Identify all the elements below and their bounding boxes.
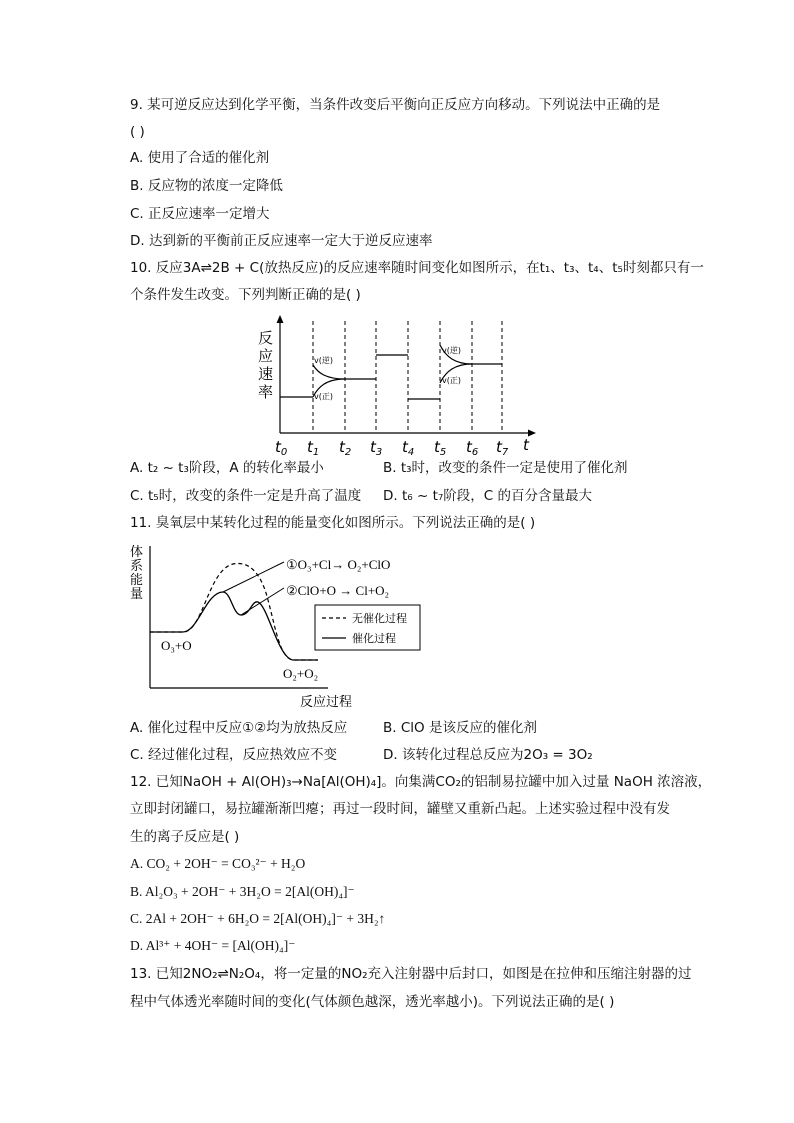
q9-option-c: C. 正反应速率一定增大 — [130, 206, 270, 222]
q10-ylabel-2: 应 — [258, 347, 274, 365]
q10-label-forward-1: v(正) — [314, 392, 333, 401]
q12-stem-line1: 12. 已知NaOH + Al(OH)₃→Na[Al(OH)₄]。向集满CO₂的铝制易拉罐中加入过量 NaOH 浓溶液， — [130, 774, 712, 790]
q9-option-d: D. 达到新的平衡前正反应速率一定大于逆反应速率 — [130, 233, 433, 249]
q10-stem-line2: 个条件发生改变。下列判断正确的是( ) — [130, 287, 361, 303]
q10-option-d: D. t₆ ~ t₇阶段，C 的百分含量最大 — [383, 488, 592, 504]
q12-stem-line2: 立即封闭罐口，易拉罐渐渐凹瘪；再过一段时间，罐壁又重新凸起。上述实验过程中没有发 — [130, 801, 670, 817]
q13-stem-line2: 程中气体透光率随时间的变化(气体颜色越深，透光率越小)。下列说法正确的是( ) — [130, 994, 615, 1010]
q10-ylabel-4: 率 — [258, 383, 274, 401]
q9-option-b: B. 反应物的浓度一定降低 — [130, 178, 283, 194]
q11-products-label: O₂+O₂ — [283, 666, 319, 681]
q10-rate-time-figure — [250, 315, 540, 460]
q10-stem-line1: 10. 反应3A⇌2B + C(放热反应)的反应速率随时间变化如图所示，在t₁、t₃、t₄、t₅时刻都只有一 — [130, 260, 704, 276]
q13-stem-line1: 13. 已知2NO₂⇌N₂O₄，将一定量的NO₂充入注射器中后封口，如图是在拉伸和压缩注射器的过 — [130, 966, 692, 982]
q10-label-forward-2: v(正) — [442, 376, 461, 385]
q11-reactants-label: O₃+O — [161, 638, 192, 653]
q11-ylabel-4: 量 — [130, 587, 144, 602]
q12-option-d: D. Al³⁺ + 4OH⁻ = [Al(OH)₄]⁻ — [130, 938, 296, 953]
q10-tick-t5: $t_5$ — [434, 438, 447, 458]
q10-tick-t1: $t_1$ — [307, 438, 320, 458]
q10-tick-t6: $t_6$ — [466, 438, 479, 458]
q10-tick-t7: $t_7$ — [496, 438, 509, 458]
q11-option-b: B. ClO 是该反应的催化剂 — [383, 720, 537, 736]
q9-stem-line1: 9. 某可逆反应达到化学平衡，当条件改变后平衡向正反应方向移动。下列说法中正确的是 — [130, 97, 661, 113]
q12-option-c: C. 2Al + 2OH⁻ + 6H₂O = 2[Al(OH)₄]⁻ + 3H₂↑ — [130, 911, 386, 926]
q12-option-b: B. Al₂O₃ + 2OH⁻ + 3H₂O = 2[Al(OH)₄]⁻ — [130, 884, 355, 899]
q10-tick-t3: $t_3$ — [370, 438, 383, 458]
q11-option-a: A. 催化过程中反应①②均为放热反应 — [130, 720, 348, 736]
q10-option-a: A. t₂ ~ t₃阶段，A 的转化率最小 — [130, 460, 324, 476]
q12-stem-line3: 生的离子反应是( ) — [130, 829, 240, 845]
q10-x-axis-label: t — [523, 436, 529, 454]
q10-ylabel-1: 反 — [258, 329, 274, 347]
q10-label-reverse-2: v(逆) — [442, 346, 461, 355]
q11-pointer-1 — [223, 562, 284, 592]
q9-stem-line2: ( ) — [130, 124, 145, 140]
q11-option-c: C. 经过催化过程，反应热效应不变 — [130, 747, 338, 763]
q10-ylabel-3: 速 — [258, 365, 274, 383]
q11-reaction-1: ①O₃+Cl→ O₂+ClO — [286, 557, 391, 572]
q11-xlabel: 反应过程 — [300, 695, 353, 710]
q11-pointer-2 — [241, 588, 284, 615]
q10-tick-t2: $t_2$ — [339, 438, 352, 458]
q11-legend-catalyzed: 催化过程 — [352, 632, 396, 645]
q10-tick-t0: $t_0$ — [275, 438, 288, 458]
q11-reaction-2: ②ClO+O → Cl+O₂ — [286, 583, 390, 598]
q11-legend-uncatalyzed: 无催化过程 — [352, 612, 407, 625]
q10-option-b: B. t₃时，改变的条件一定是使用了催化剂 — [383, 460, 628, 476]
q11-option-d: D. 该转化过程总反应为2O₃ = 3O₂ — [383, 747, 593, 763]
q10-dashed-guides — [313, 321, 502, 433]
q9-option-a: A. 使用了合适的催化剂 — [130, 150, 270, 166]
q10-tick-t4: $t_4$ — [402, 438, 415, 458]
q12-option-a: A. CO₂ + 2OH⁻ = CO₃²⁻ + H₂O — [130, 856, 306, 871]
q10-option-c: C. t₅时，改变的条件一定是升高了温度 — [130, 488, 362, 504]
q11-ylabel-1: 体 — [130, 545, 144, 560]
q10-label-reverse-1: v(逆) — [314, 356, 333, 365]
q11-stem: 11. 臭氧层中某转化过程的能量变化如图所示。下列说法正确的是( ) — [130, 515, 536, 531]
q10-x-axis-arrow — [528, 430, 536, 437]
q11-ylabel-2: 系 — [130, 559, 144, 574]
q10-y-axis-arrow — [277, 315, 284, 323]
q11-energy-figure — [128, 540, 428, 710]
q11-ylabel-3: 能 — [130, 573, 144, 588]
